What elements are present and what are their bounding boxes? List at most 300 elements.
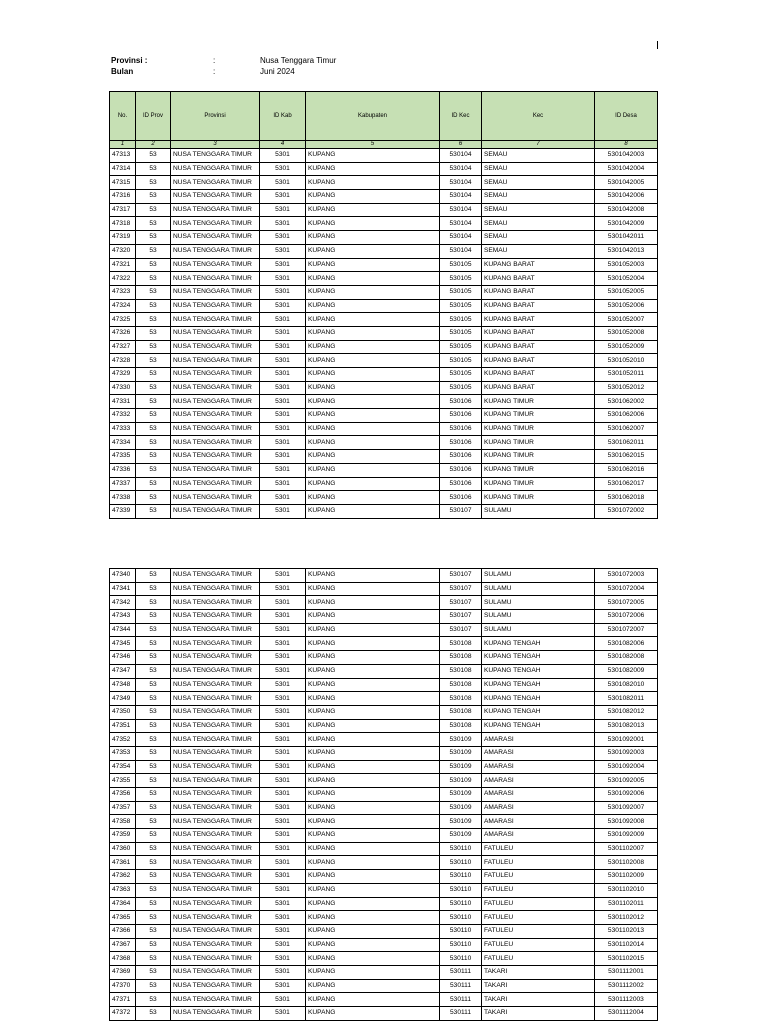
cell-id-prov: 53 xyxy=(136,705,171,719)
cell-id-desa: 5301042011 xyxy=(595,231,658,245)
cell-id-kab: 5301 xyxy=(260,463,306,477)
table-row xyxy=(110,815,658,829)
desa-table-page-1 xyxy=(109,91,658,519)
cell-id-prov: 53 xyxy=(136,258,171,272)
cell-kec: KUPANG TIMUR xyxy=(482,422,595,436)
cell-id-prov: 53 xyxy=(136,285,171,299)
cell-kabupaten: KUPANG xyxy=(306,354,440,368)
cell-kabupaten: KUPANG xyxy=(306,272,440,286)
cell-id-prov: 53 xyxy=(136,924,171,938)
cell-id-kab: 5301 xyxy=(260,801,306,815)
header-id-kec: ID Kec xyxy=(440,92,482,141)
column-number-row xyxy=(110,141,658,149)
cell-provinsi: NUSA TENGGARA TIMUR xyxy=(171,979,260,993)
cell-provinsi: NUSA TENGGARA TIMUR xyxy=(171,569,260,583)
cell-id-kec: 530104 xyxy=(440,231,482,245)
cell-id-desa: 5301062016 xyxy=(595,463,658,477)
cell-id-kab: 5301 xyxy=(260,829,306,843)
cell-kec: FATULEU xyxy=(482,924,595,938)
cell-kec: KUPANG BARAT xyxy=(482,258,595,272)
table-row xyxy=(110,244,658,258)
cell-kabupaten: KUPANG xyxy=(306,719,440,733)
cell-id-kab: 5301 xyxy=(260,203,306,217)
cell-kec: SULAMU xyxy=(482,582,595,596)
table-row xyxy=(110,719,658,733)
cell-id-prov: 53 xyxy=(136,993,171,1007)
cell-kabupaten: KUPANG xyxy=(306,692,440,706)
cell-no: 47326 xyxy=(110,326,136,340)
cell-id-kec: 530107 xyxy=(440,504,482,518)
cell-no: 47360 xyxy=(110,842,136,856)
cell-id-desa: 5301062011 xyxy=(595,436,658,450)
cell-id-desa: 5301102012 xyxy=(595,911,658,925)
cell-id-desa: 5301052010 xyxy=(595,354,658,368)
cell-id-desa: 5301102008 xyxy=(595,856,658,870)
cell-kec: AMARASI xyxy=(482,760,595,774)
cell-kec: KUPANG TIMUR xyxy=(482,450,595,464)
cell-id-kab: 5301 xyxy=(260,313,306,327)
cell-id-prov: 53 xyxy=(136,774,171,788)
cell-kec: KUPANG TIMUR xyxy=(482,463,595,477)
cell-provinsi: NUSA TENGGARA TIMUR xyxy=(171,842,260,856)
cell-id-kec: 530106 xyxy=(440,422,482,436)
cell-kabupaten: KUPANG xyxy=(306,623,440,637)
cell-id-kec: 530106 xyxy=(440,450,482,464)
cell-id-kab: 5301 xyxy=(260,596,306,610)
cell-id-prov: 53 xyxy=(136,651,171,665)
cell-kabupaten: KUPANG xyxy=(306,651,440,665)
cell-no: 47325 xyxy=(110,313,136,327)
cell-kabupaten: KUPANG xyxy=(306,678,440,692)
cell-kabupaten: KUPANG xyxy=(306,504,440,518)
cell-id-kec: 530107 xyxy=(440,610,482,624)
cell-kec: KUPANG TIMUR xyxy=(482,395,595,409)
cell-kabupaten: KUPANG xyxy=(306,231,440,245)
cell-id-kab: 5301 xyxy=(260,815,306,829)
cell-id-kec: 530108 xyxy=(440,651,482,665)
cell-kabupaten: KUPANG xyxy=(306,610,440,624)
cell-id-prov: 53 xyxy=(136,569,171,583)
cell-id-prov: 53 xyxy=(136,368,171,382)
cell-id-kec: 530104 xyxy=(440,176,482,190)
cell-kec: SULAMU xyxy=(482,623,595,637)
cell-id-kec: 530111 xyxy=(440,993,482,1007)
cell-id-desa: 5301092008 xyxy=(595,815,658,829)
table-row xyxy=(110,637,658,651)
cell-kabupaten: KUPANG xyxy=(306,733,440,747)
cell-provinsi: NUSA TENGGARA TIMUR xyxy=(171,203,260,217)
cell-id-kab: 5301 xyxy=(260,395,306,409)
cell-id-prov: 53 xyxy=(136,637,171,651)
cell-id-desa: 5301062006 xyxy=(595,409,658,423)
cell-id-kab: 5301 xyxy=(260,326,306,340)
cell-kec: AMARASI xyxy=(482,829,595,843)
cell-id-kec: 530104 xyxy=(440,190,482,204)
desa-table-page-2 xyxy=(109,568,658,1021)
cell-no: 47343 xyxy=(110,610,136,624)
cell-id-prov: 53 xyxy=(136,815,171,829)
cell-id-kab: 5301 xyxy=(260,623,306,637)
cell-no: 47353 xyxy=(110,746,136,760)
cell-id-prov: 53 xyxy=(136,952,171,966)
cell-no: 47334 xyxy=(110,436,136,450)
table-row xyxy=(110,190,658,204)
cell-id-desa: 5301102014 xyxy=(595,938,658,952)
cell-id-kec: 530110 xyxy=(440,842,482,856)
cell-id-kec: 530111 xyxy=(440,965,482,979)
cell-kabupaten: KUPANG xyxy=(306,829,440,843)
cell-kec: KUPANG TIMUR xyxy=(482,491,595,505)
cell-id-desa: 5301082013 xyxy=(595,719,658,733)
cell-id-prov: 53 xyxy=(136,1007,171,1021)
cell-id-kab: 5301 xyxy=(260,244,306,258)
cell-no: 47358 xyxy=(110,815,136,829)
cell-id-desa: 5301082008 xyxy=(595,651,658,665)
column-number: 7 xyxy=(482,141,595,149)
column-header-row xyxy=(110,92,658,141)
cell-kec: FATULEU xyxy=(482,952,595,966)
cell-id-kec: 530105 xyxy=(440,340,482,354)
cell-id-prov: 53 xyxy=(136,231,171,245)
cell-no: 47341 xyxy=(110,582,136,596)
cell-kabupaten: KUPANG xyxy=(306,244,440,258)
table-row xyxy=(110,409,658,423)
cell-id-kab: 5301 xyxy=(260,883,306,897)
cell-id-desa: 5301042003 xyxy=(595,149,658,163)
cell-id-kec: 530106 xyxy=(440,477,482,491)
cell-id-prov: 53 xyxy=(136,395,171,409)
table-row xyxy=(110,788,658,802)
cell-id-kab: 5301 xyxy=(260,870,306,884)
cell-kabupaten: KUPANG xyxy=(306,368,440,382)
cell-id-kab: 5301 xyxy=(260,422,306,436)
cell-provinsi: NUSA TENGGARA TIMUR xyxy=(171,760,260,774)
cell-id-desa: 5301102011 xyxy=(595,897,658,911)
table-row xyxy=(110,450,658,464)
cell-id-prov: 53 xyxy=(136,870,171,884)
cell-id-desa: 5301102007 xyxy=(595,842,658,856)
cell-id-prov: 53 xyxy=(136,596,171,610)
table-row xyxy=(110,395,658,409)
cell-kabupaten: KUPANG xyxy=(306,422,440,436)
cell-kec: FATULEU xyxy=(482,938,595,952)
cell-no: 47361 xyxy=(110,856,136,870)
cell-id-kec: 530108 xyxy=(440,705,482,719)
cell-kec: FATULEU xyxy=(482,842,595,856)
cell-provinsi: NUSA TENGGARA TIMUR xyxy=(171,272,260,286)
table-row xyxy=(110,979,658,993)
cell-id-desa: 5301062015 xyxy=(595,450,658,464)
cell-no: 47332 xyxy=(110,409,136,423)
cell-id-kab: 5301 xyxy=(260,678,306,692)
cell-provinsi: NUSA TENGGARA TIMUR xyxy=(171,856,260,870)
table-row xyxy=(110,842,658,856)
cell-no: 47320 xyxy=(110,244,136,258)
cell-no: 47349 xyxy=(110,692,136,706)
cell-id-desa: 5301082006 xyxy=(595,637,658,651)
cell-kec: SEMAU xyxy=(482,203,595,217)
cell-id-kec: 530110 xyxy=(440,924,482,938)
cell-provinsi: NUSA TENGGARA TIMUR xyxy=(171,162,260,176)
cell-id-kab: 5301 xyxy=(260,149,306,163)
cell-id-desa: 5301092003 xyxy=(595,746,658,760)
cell-provinsi: NUSA TENGGARA TIMUR xyxy=(171,815,260,829)
cell-id-prov: 53 xyxy=(136,477,171,491)
cell-id-kab: 5301 xyxy=(260,924,306,938)
cell-id-kab: 5301 xyxy=(260,190,306,204)
cell-id-desa: 5301042008 xyxy=(595,203,658,217)
cell-id-kab: 5301 xyxy=(260,409,306,423)
cell-provinsi: NUSA TENGGARA TIMUR xyxy=(171,623,260,637)
cell-kec: AMARASI xyxy=(482,801,595,815)
cell-id-desa: 5301042004 xyxy=(595,162,658,176)
cell-id-prov: 53 xyxy=(136,610,171,624)
cell-id-prov: 53 xyxy=(136,965,171,979)
cell-id-kab: 5301 xyxy=(260,582,306,596)
cell-kabupaten: KUPANG xyxy=(306,582,440,596)
cell-id-prov: 53 xyxy=(136,326,171,340)
cell-id-kec: 530109 xyxy=(440,733,482,747)
cell-id-kab: 5301 xyxy=(260,911,306,925)
cell-provinsi: NUSA TENGGARA TIMUR xyxy=(171,692,260,706)
cell-provinsi: NUSA TENGGARA TIMUR xyxy=(171,582,260,596)
cell-id-kab: 5301 xyxy=(260,285,306,299)
cell-id-kec: 530104 xyxy=(440,217,482,231)
table-row xyxy=(110,938,658,952)
cell-no: 47348 xyxy=(110,678,136,692)
cell-id-desa: 5301052008 xyxy=(595,326,658,340)
cell-no: 47362 xyxy=(110,870,136,884)
cell-no: 47365 xyxy=(110,911,136,925)
cell-no: 47356 xyxy=(110,788,136,802)
cell-id-desa: 5301082012 xyxy=(595,705,658,719)
cell-id-desa: 5301072005 xyxy=(595,596,658,610)
cell-provinsi: NUSA TENGGARA TIMUR xyxy=(171,746,260,760)
cell-kabupaten: KUPANG xyxy=(306,774,440,788)
cell-id-desa: 5301072004 xyxy=(595,582,658,596)
cell-kec: KUPANG TIMUR xyxy=(482,409,595,423)
table-row xyxy=(110,258,658,272)
cell-id-kec: 530105 xyxy=(440,381,482,395)
cell-id-desa: 5301112001 xyxy=(595,965,658,979)
cell-id-kab: 5301 xyxy=(260,788,306,802)
cell-provinsi: NUSA TENGGARA TIMUR xyxy=(171,244,260,258)
cell-kec: AMARASI xyxy=(482,774,595,788)
table-row xyxy=(110,705,658,719)
table-row xyxy=(110,924,658,938)
cell-id-prov: 53 xyxy=(136,883,171,897)
cell-id-desa: 5301072007 xyxy=(595,623,658,637)
cell-id-desa: 5301092009 xyxy=(595,829,658,843)
cell-kabupaten: KUPANG xyxy=(306,979,440,993)
cell-id-kab: 5301 xyxy=(260,746,306,760)
cell-kabupaten: KUPANG xyxy=(306,149,440,163)
bulan-value: Juni 2024 xyxy=(260,67,295,76)
table-row xyxy=(110,272,658,286)
cell-kabupaten: KUPANG xyxy=(306,463,440,477)
table-row xyxy=(110,299,658,313)
cell-id-kec: 530110 xyxy=(440,856,482,870)
cell-id-kec: 530104 xyxy=(440,149,482,163)
cell-kec: SULAMU xyxy=(482,504,595,518)
cell-no: 47314 xyxy=(110,162,136,176)
cell-kec: KUPANG BARAT xyxy=(482,299,595,313)
cell-provinsi: NUSA TENGGARA TIMUR xyxy=(171,258,260,272)
cell-no: 47359 xyxy=(110,829,136,843)
table-row xyxy=(110,952,658,966)
cell-no: 47368 xyxy=(110,952,136,966)
cell-id-prov: 53 xyxy=(136,856,171,870)
header-id-desa: ID Desa xyxy=(595,92,658,141)
cell-kec: SEMAU xyxy=(482,217,595,231)
cell-provinsi: NUSA TENGGARA TIMUR xyxy=(171,340,260,354)
cell-kec: KUPANG BARAT xyxy=(482,354,595,368)
cell-no: 47347 xyxy=(110,664,136,678)
table-row xyxy=(110,801,658,815)
cell-kec: FATULEU xyxy=(482,911,595,925)
cell-id-kec: 530105 xyxy=(440,354,482,368)
cell-kec: TAKARI xyxy=(482,1007,595,1021)
cell-id-desa: 5301042009 xyxy=(595,217,658,231)
cell-id-desa: 5301112003 xyxy=(595,993,658,1007)
cell-id-prov: 53 xyxy=(136,176,171,190)
cell-id-kec: 530107 xyxy=(440,569,482,583)
cell-id-prov: 53 xyxy=(136,788,171,802)
cell-id-prov: 53 xyxy=(136,381,171,395)
cell-provinsi: NUSA TENGGARA TIMUR xyxy=(171,801,260,815)
cell-no: 47363 xyxy=(110,883,136,897)
cell-provinsi: NUSA TENGGARA TIMUR xyxy=(171,664,260,678)
cell-provinsi: NUSA TENGGARA TIMUR xyxy=(171,491,260,505)
cell-id-kec: 530109 xyxy=(440,815,482,829)
cell-id-kec: 530104 xyxy=(440,203,482,217)
cell-id-prov: 53 xyxy=(136,463,171,477)
cell-id-desa: 5301102015 xyxy=(595,952,658,966)
cell-id-prov: 53 xyxy=(136,760,171,774)
table-row xyxy=(110,897,658,911)
cell-id-desa: 5301052004 xyxy=(595,272,658,286)
cell-no: 47335 xyxy=(110,450,136,464)
cell-provinsi: NUSA TENGGARA TIMUR xyxy=(171,436,260,450)
cell-kec: KUPANG TENGAH xyxy=(482,664,595,678)
cell-provinsi: NUSA TENGGARA TIMUR xyxy=(171,326,260,340)
cell-no: 47338 xyxy=(110,491,136,505)
cell-kec: AMARASI xyxy=(482,733,595,747)
cell-id-desa: 5301062018 xyxy=(595,491,658,505)
table-row xyxy=(110,883,658,897)
cell-id-desa: 5301092005 xyxy=(595,774,658,788)
cell-id-kab: 5301 xyxy=(260,979,306,993)
cell-id-kab: 5301 xyxy=(260,477,306,491)
cell-id-desa: 5301062017 xyxy=(595,477,658,491)
cell-id-kab: 5301 xyxy=(260,436,306,450)
cell-provinsi: NUSA TENGGARA TIMUR xyxy=(171,719,260,733)
cell-no: 47344 xyxy=(110,623,136,637)
cell-kec: KUPANG BARAT xyxy=(482,326,595,340)
cell-id-kab: 5301 xyxy=(260,381,306,395)
cell-provinsi: NUSA TENGGARA TIMUR xyxy=(171,1007,260,1021)
cell-id-desa: 5301052009 xyxy=(595,340,658,354)
cell-no: 47321 xyxy=(110,258,136,272)
cell-id-prov: 53 xyxy=(136,190,171,204)
cell-id-kec: 530108 xyxy=(440,692,482,706)
cell-provinsi: NUSA TENGGARA TIMUR xyxy=(171,610,260,624)
table-row xyxy=(110,203,658,217)
cell-id-desa: 5301042006 xyxy=(595,190,658,204)
cell-id-kab: 5301 xyxy=(260,162,306,176)
cell-provinsi: NUSA TENGGARA TIMUR xyxy=(171,897,260,911)
cell-id-kec: 530110 xyxy=(440,938,482,952)
cell-no: 47372 xyxy=(110,1007,136,1021)
cell-no: 47366 xyxy=(110,924,136,938)
cell-id-kec: 530105 xyxy=(440,326,482,340)
cell-id-kec: 530109 xyxy=(440,760,482,774)
cell-kec: KUPANG BARAT xyxy=(482,340,595,354)
cell-kec: SEMAU xyxy=(482,231,595,245)
cell-kabupaten: KUPANG xyxy=(306,176,440,190)
cell-kec: AMARASI xyxy=(482,788,595,802)
cell-kec: KUPANG TENGAH xyxy=(482,651,595,665)
table-row xyxy=(110,965,658,979)
cell-id-desa: 5301102009 xyxy=(595,870,658,884)
cell-kec: AMARASI xyxy=(482,746,595,760)
cell-kec: FATULEU xyxy=(482,870,595,884)
cell-no: 47354 xyxy=(110,760,136,774)
table-row xyxy=(110,1007,658,1021)
cell-id-desa: 5301112002 xyxy=(595,979,658,993)
cell-id-kec: 530109 xyxy=(440,829,482,843)
cell-id-kec: 530111 xyxy=(440,979,482,993)
cell-id-kab: 5301 xyxy=(260,719,306,733)
cell-no: 47333 xyxy=(110,422,136,436)
table-row xyxy=(110,463,658,477)
table-row xyxy=(110,477,658,491)
cell-id-kec: 530106 xyxy=(440,463,482,477)
cell-kabupaten: KUPANG xyxy=(306,801,440,815)
cell-provinsi: NUSA TENGGARA TIMUR xyxy=(171,313,260,327)
cell-provinsi: NUSA TENGGARA TIMUR xyxy=(171,395,260,409)
cell-id-kec: 530105 xyxy=(440,299,482,313)
cell-id-prov: 53 xyxy=(136,299,171,313)
cell-id-kec: 530108 xyxy=(440,664,482,678)
cell-id-kab: 5301 xyxy=(260,491,306,505)
cell-kec: KUPANG BARAT xyxy=(482,313,595,327)
cell-id-desa: 5301092007 xyxy=(595,801,658,815)
cell-kec: KUPANG TENGAH xyxy=(482,719,595,733)
cell-id-kec: 530109 xyxy=(440,774,482,788)
cell-id-prov: 53 xyxy=(136,450,171,464)
cell-id-prov: 53 xyxy=(136,354,171,368)
cell-id-kec: 530108 xyxy=(440,637,482,651)
table-row xyxy=(110,733,658,747)
cell-id-kab: 5301 xyxy=(260,176,306,190)
header-id-kab: ID Kab xyxy=(260,92,306,141)
table-row xyxy=(110,313,658,327)
cell-kabupaten: KUPANG xyxy=(306,436,440,450)
cell-kabupaten: KUPANG xyxy=(306,938,440,952)
cell-kabupaten: KUPANG xyxy=(306,381,440,395)
cell-kec: SEMAU xyxy=(482,176,595,190)
cell-id-desa: 5301102010 xyxy=(595,883,658,897)
cell-kabupaten: KUPANG xyxy=(306,952,440,966)
cell-provinsi: NUSA TENGGARA TIMUR xyxy=(171,924,260,938)
table-row xyxy=(110,829,658,843)
cell-kec: SEMAU xyxy=(482,149,595,163)
cell-no: 47323 xyxy=(110,285,136,299)
table-row xyxy=(110,149,658,163)
table-row xyxy=(110,162,658,176)
cell-provinsi: NUSA TENGGARA TIMUR xyxy=(171,299,260,313)
